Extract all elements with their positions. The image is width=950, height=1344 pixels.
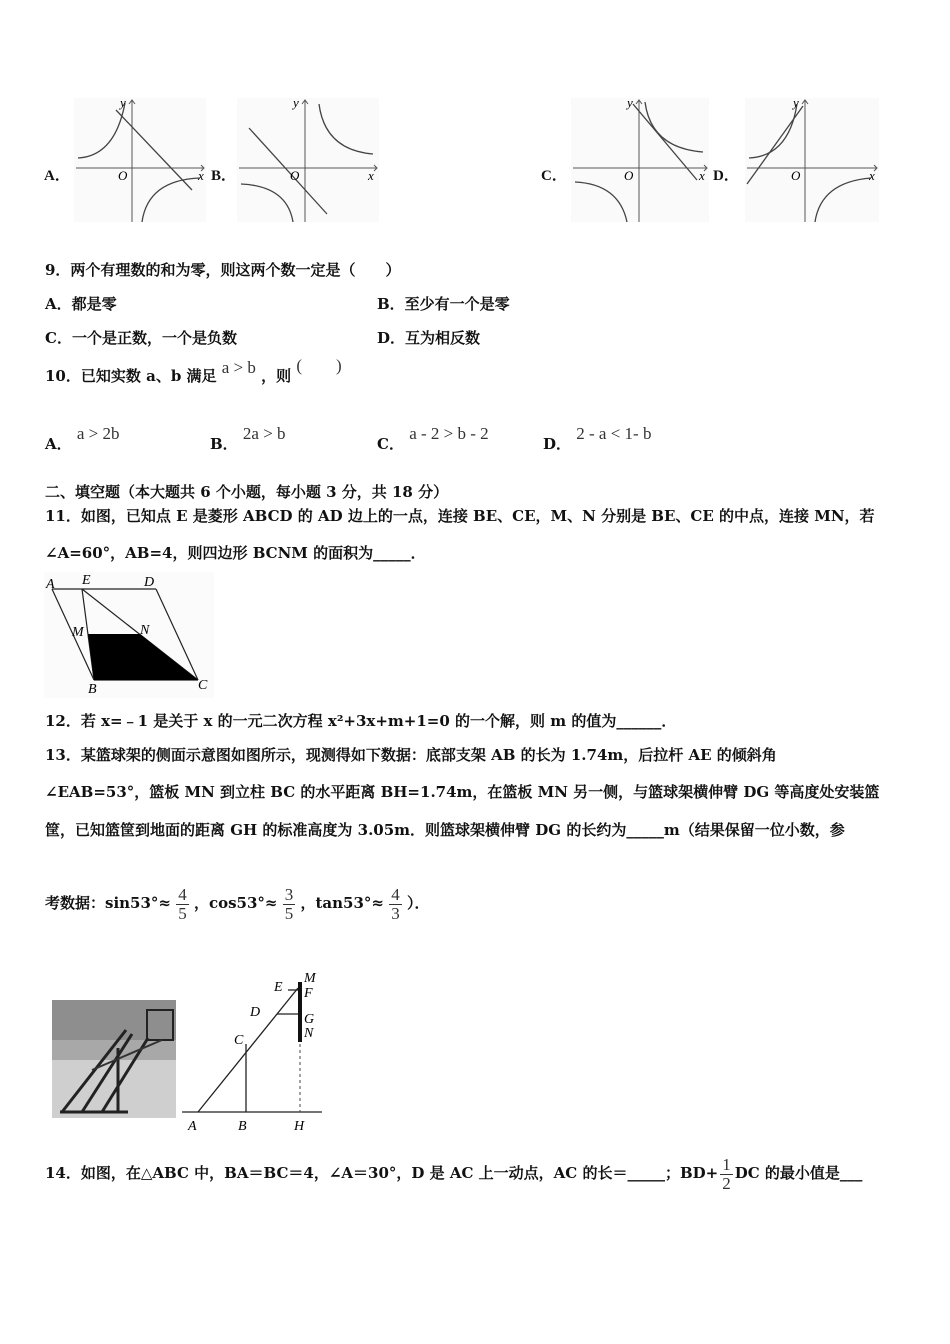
q13-tan-num: 4 (391, 884, 400, 904)
q11-label-m: M (72, 625, 84, 640)
q10-option-a-expr: a > 2b (76, 424, 120, 443)
q11-label-n: N (140, 623, 150, 638)
q10-option-d-expr: 2 - a < 1- b (576, 424, 652, 443)
q8-a-x-label: x (198, 168, 204, 183)
q13-cos-fraction (283, 886, 296, 923)
q8-c-y-label: y (627, 98, 633, 110)
q13-tan-den: 3 (391, 903, 400, 923)
q8-a-origin-label: O (118, 168, 128, 183)
q8-b-y-label: y (293, 98, 299, 110)
q10-stem-a: 10．已知实数 a、b 满足 (45, 367, 217, 385)
q14-text-b: DC 的最小值是___ (734, 1164, 863, 1182)
q14-text (45, 1150, 862, 1196)
q8-option-c (541, 98, 713, 224)
q10-paren: ( ) (296, 356, 342, 375)
q10-stem (45, 356, 342, 386)
q10-option-b[interactable] (210, 424, 286, 453)
q8-d-x-label: x (869, 168, 875, 183)
q8-option-b-label: B． (211, 168, 237, 184)
q8-option-a-label: A． (44, 168, 70, 184)
q14-half-fraction (720, 1156, 733, 1193)
q9-option-d[interactable]: D．互为相反数 (377, 329, 481, 347)
q10-option-a[interactable] (45, 424, 120, 453)
q13-sin-den: 5 (178, 903, 187, 923)
q13-label-a: A (188, 1119, 197, 1134)
q13-cos-den: 5 (284, 903, 294, 923)
q13-ref-end: ）． (406, 894, 430, 912)
q13-label-m: M (304, 971, 316, 986)
q13-cos-text: ，cos53°≈ (193, 894, 278, 912)
q8-graph-b (235, 98, 383, 224)
q8-b-origin-label: O (290, 168, 300, 183)
q10-option-d-label: D． (543, 435, 572, 453)
q12-text: 12．若 x=﹣1 是关于 x 的一元二次方程 x²+3x+m+1=0 的一个解，则 m 的值为______． (45, 712, 677, 730)
q11-line1: 11．如图，已知点 E 是菱形 ABCD 的 AD 边上的一点，连接 BE、CE，M、N 分别是 BE、CE 的中点，连接 MN，若 (45, 507, 875, 525)
q11-label-c: C (198, 678, 208, 693)
q11-label-e: E (82, 573, 91, 588)
q9-option-b[interactable]: B．至少有一个是零 (377, 295, 510, 313)
q8-b-x-label: x (368, 168, 374, 183)
q8-option-b (209, 98, 384, 224)
q8-option-d (713, 98, 883, 224)
q8-c-x-label: x (699, 168, 705, 183)
q13-line3: 筐，已知篮筐到地面的距离 GH 的标准高度为 3.05m．则篮球架横伸臂 DG 的长约为_____m（结果保留一位小数，参 (45, 821, 845, 839)
q13-sin-num: 4 (178, 884, 187, 904)
q8-d-origin-label: O (791, 168, 801, 183)
q13-tan-fraction (389, 886, 402, 923)
q10-stem-b: ，则 (261, 367, 292, 385)
q11-label-a: A (46, 577, 55, 592)
q13-label-f: F (304, 986, 313, 1001)
q13-label-c: C (234, 1033, 244, 1048)
q11-line2: ∠A=60°，AB=4，则四边形 BCNM 的面积为_____． (45, 544, 426, 562)
q13-sin-fraction (176, 886, 189, 923)
q13-reference-data (45, 880, 429, 926)
q8-graph-c (569, 98, 711, 224)
q9-option-a[interactable]: A．都是零 (45, 295, 117, 313)
q13-label-b: B (238, 1119, 247, 1134)
q10-option-c[interactable] (377, 424, 489, 453)
q10-option-c-expr: a - 2 > b - 2 (409, 424, 489, 443)
q8-option-d-label: D． (713, 168, 739, 184)
q10-condition: a > b (221, 358, 256, 377)
q13-label-g: G (304, 1012, 315, 1027)
q13-ref-prefix: 考数据：sin53°≈ (45, 894, 171, 912)
q9-option-c[interactable]: C．一个是正数，一个是负数 (45, 329, 237, 347)
q11-rhombus-figure (44, 572, 216, 698)
q11-label-b: B (88, 682, 97, 697)
q14-half-num: 1 (722, 1154, 731, 1174)
q13-label-d: D (250, 1005, 261, 1020)
q13-line1: 13．某篮球架的侧面示意图如图所示，现测得如下数据：底部支架 AB 的长为 1.74m，后拉杆 AE 的倾斜角 (45, 746, 777, 764)
q8-option-a (44, 98, 209, 224)
q10-option-b-expr: 2a > b (242, 424, 286, 443)
q14-text-a: 14．如图，在△ABC 中，BA＝BC＝4，∠A＝30°，D 是 AC 上一动点，AC 的长＝_____；BD+ (45, 1164, 719, 1182)
q13-schematic (178, 964, 328, 1136)
q8-d-y-label: y (793, 98, 799, 110)
q14-half-den: 2 (722, 1173, 731, 1193)
q8-c-origin-label: O (624, 168, 634, 183)
q10-option-b-label: B． (210, 435, 238, 453)
q10-option-c-label: C． (377, 435, 404, 453)
q11-label-d: D (144, 575, 155, 590)
q8-a-y-label: y (120, 98, 126, 110)
q13-label-h: H (294, 1119, 305, 1134)
q10-option-d[interactable] (543, 424, 652, 453)
q13-line2: ∠EAB=53°，篮板 MN 到立柱 BC 的水平距离 BH=1.74m，在篮板 MN 另一侧，与篮球架横伸臂 DG 等高度处安装篮 (45, 783, 880, 801)
q13-label-e: E (274, 980, 283, 995)
q13-cos-num: 3 (284, 884, 294, 904)
q10-option-a-label: A． (45, 435, 72, 453)
q13-tan-text: ，tan53°≈ (300, 894, 384, 912)
q8-graph-a (70, 98, 210, 224)
q9-stem: 9．两个有理数的和为零，则这两个数一定是（ ） (45, 261, 401, 279)
q13-label-n: N (304, 1026, 314, 1041)
q8-option-c-label: C． (541, 168, 567, 184)
q8-graph-d (743, 98, 883, 224)
section2-title: 二、填空题（本大题共 6 个小题，每小题 3 分，共 18 分） (45, 483, 449, 501)
q13-basketball-photo (52, 1000, 176, 1118)
